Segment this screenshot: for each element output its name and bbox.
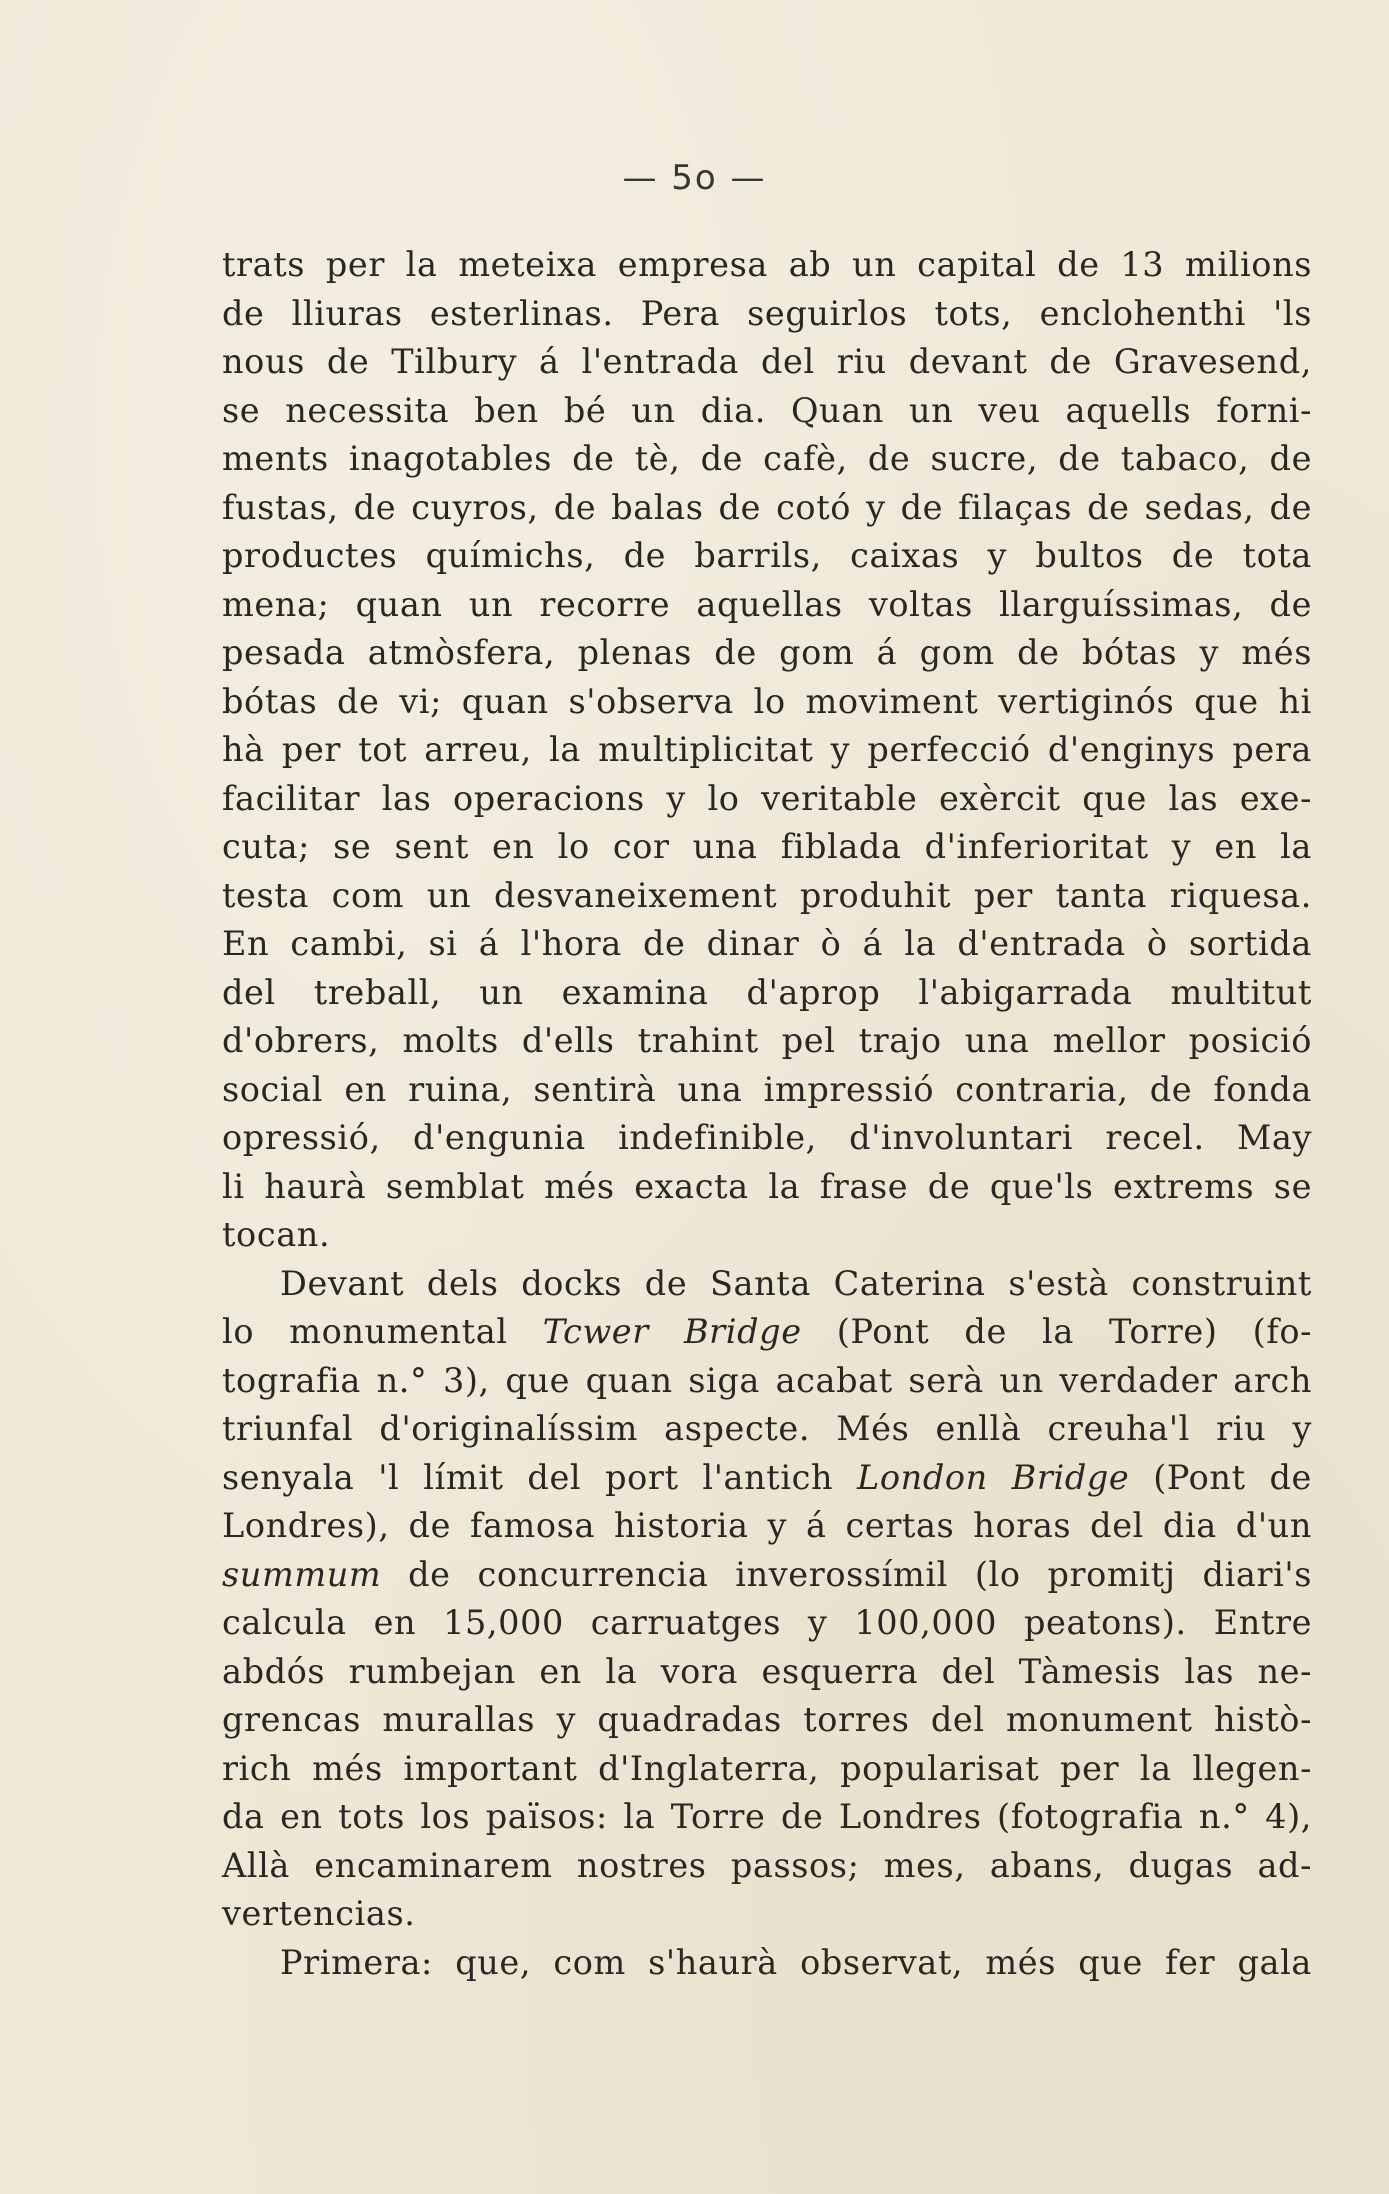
text-run: lo monumental xyxy=(222,1312,543,1351)
text-line: social en ruina, sentirà una impressió contraria, de fonda xyxy=(222,1069,1312,1109)
text-line: facilitar las operacions y lo veritable exèrcit que las exe- xyxy=(222,778,1312,818)
text-line: de lliuras esterlinas. Pera seguirlos tots, enclohenthi 'ls xyxy=(222,293,1312,333)
body-text xyxy=(222,241,1312,1987)
text-run: (Pont de xyxy=(1129,1457,1312,1497)
text-line xyxy=(222,1551,1312,1600)
text-line: calcula en 15,000 carruatges y 100,000 peatons). Entre xyxy=(222,1603,1312,1642)
text-line: cuta; se sent en lo cor una fiblada d'inferioritat y en la xyxy=(222,827,1312,866)
text-line: triunfal d'originalíssim aspecte. Més enllà creuha'l riu y xyxy=(222,1409,1312,1448)
text-run: de concurrencia inverossímil (lo promitj diari's xyxy=(381,1554,1312,1594)
text-line: li haurà semblat més exacta la frase de que'ls extrems se xyxy=(222,1166,1312,1206)
text-line xyxy=(222,1308,1312,1357)
text-run: (Pont de la Torre) (fo- xyxy=(801,1312,1313,1351)
text-line: tografia n.° 3), que quan siga acabat serà un verdader arch xyxy=(222,1360,1312,1400)
text-line: da en tots los països: la Torre de Londres (fotografia n.° 4), xyxy=(222,1797,1312,1836)
text-line: productes químichs, de barrils, caixas y bultos de tota xyxy=(222,536,1312,575)
italic-title-london-bridge: London Bridge xyxy=(857,1457,1130,1497)
text-line: grencas murallas y quadradas torres del monument histò- xyxy=(222,1700,1312,1739)
text-line: nous de Tilbury á l'entrada del riu devant de Gravesend, xyxy=(222,342,1312,381)
text-line: En cambi, si á l'hora de dinar ò á la d'entrada ò sortida xyxy=(222,924,1312,963)
text-line: testa com un desvaneixement produhit per tanta riquesa. xyxy=(222,875,1312,915)
text-line: hà per tot arreu, la multiplicitat y perfecció d'enginys pera xyxy=(222,730,1312,769)
text-line: d'obrers, molts d'ells trahint pel trajo una mellor posició xyxy=(222,1021,1312,1060)
text-line: fustas, de cuyros, de balas de cotó y de filaças de sedas, de xyxy=(222,487,1312,527)
text-line: Londres), de famosa historia y á certas horas del dia d'un xyxy=(222,1506,1312,1545)
page-number: — 5o — xyxy=(622,158,767,198)
text-line: abdós rumbejan en la vora esquerra del Tàmesis las ne- xyxy=(222,1651,1312,1691)
text-run: senyala 'l límit del port l'antich xyxy=(222,1457,858,1497)
text-line: bótas de vi; quan s'observa lo moviment vertiginós que hi xyxy=(222,681,1312,721)
text-line: pesada atmòsfera, plenas de gom á gom de bótas y més xyxy=(222,633,1312,672)
text-line: del treball, un examina d'aprop l'abigarrada multitut xyxy=(222,972,1312,1012)
text-line xyxy=(222,1454,1312,1503)
text-line: se necessita ben bé un dia. Quan un veu aquells forni- xyxy=(222,390,1312,430)
text-line: opressió, d'engunia indefinible, d'involuntari recel. May xyxy=(222,1118,1312,1157)
italic-word-summum: summum xyxy=(222,1554,382,1594)
text-line: Allà encaminarem nostres passos; mes, abans, dugas ad- xyxy=(222,1845,1312,1885)
paragraph-first-line: Devant dels docks de Santa Caterina s'està construint xyxy=(280,1263,1312,1303)
paragraph-first-line: Primera: que, com s'haurà observat, més que fer gala xyxy=(280,1942,1312,1982)
text-line: trats per la meteixa empresa ab un capital de 13 milions xyxy=(222,245,1312,284)
italic-title-tower-bridge: Tcwer Bridge xyxy=(542,1312,802,1351)
text-line: mena; quan un recorre aquellas voltas llarguíssimas, de xyxy=(222,584,1312,624)
text-line: rich més important d'Inglaterra, popularisat per la llegen- xyxy=(222,1748,1312,1788)
text-line: tocan. xyxy=(222,1215,331,1254)
text-line: vertencias. xyxy=(222,1894,416,1933)
text-line: ments inagotables de tè, de cafè, de sucre, de tabaco, de xyxy=(222,439,1312,478)
